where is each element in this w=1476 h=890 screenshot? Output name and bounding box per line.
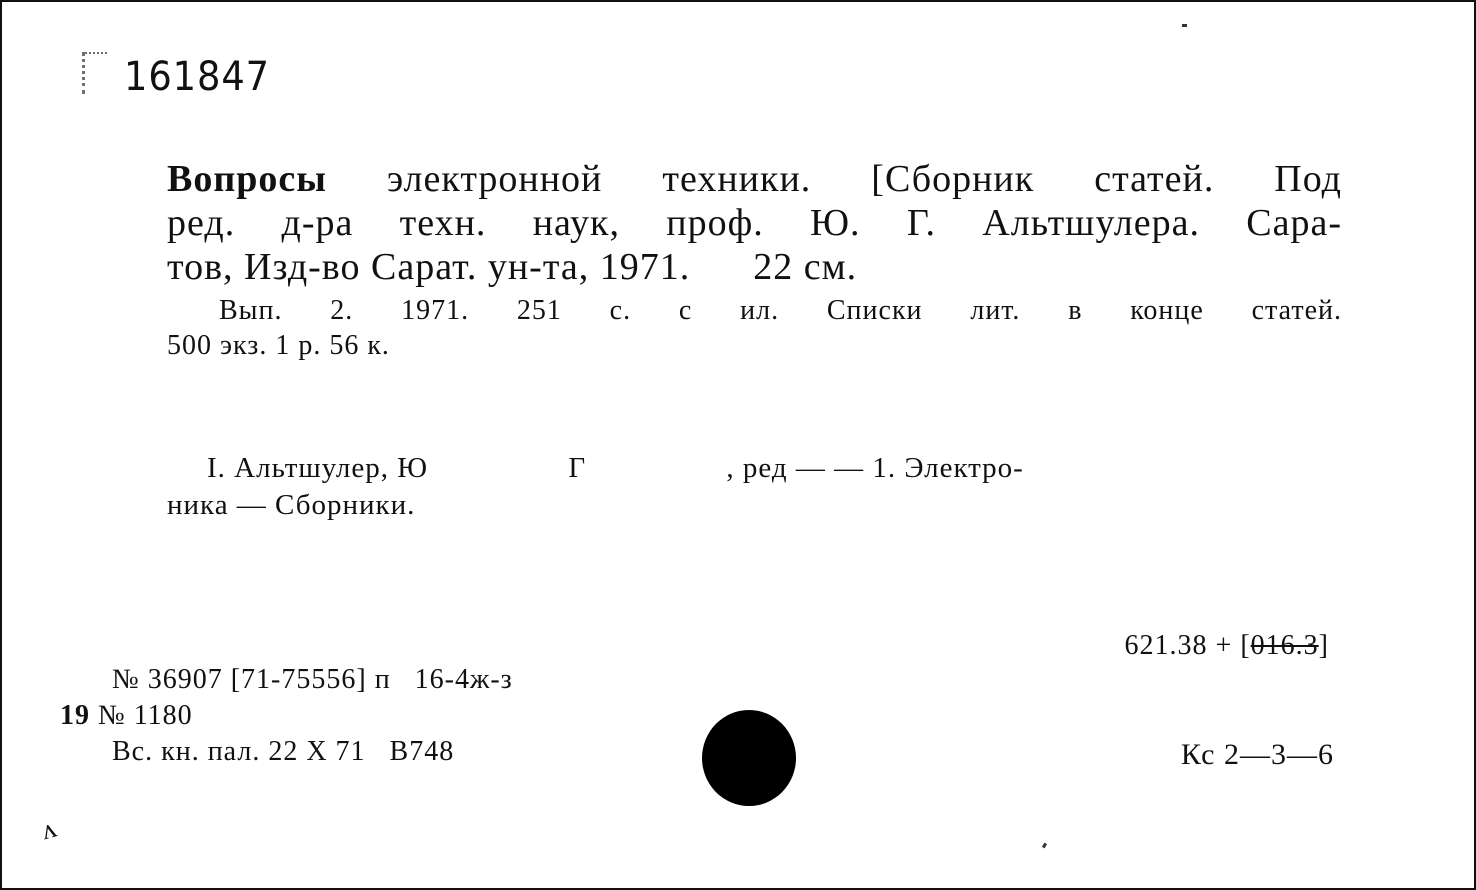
- udc-index: [1125, 630, 1329, 662]
- udc-end: ]: [1318, 630, 1329, 661]
- punch-hole: [702, 710, 796, 806]
- tracing-line-1: I. Альтшулер, Ю Г , ред — — 1. Электро-: [207, 452, 1024, 484]
- speck: [1182, 24, 1187, 27]
- udc-main: 621.38 + [: [1124, 630, 1251, 661]
- udc-struck: 016.3: [1250, 630, 1319, 661]
- registration-prefix: 19: [60, 700, 90, 731]
- stamp-mark: [82, 52, 107, 94]
- classification-code: Кс 2—3—6: [1180, 738, 1334, 771]
- issue-line-2: 500 экз. 1 р. 56 к.: [167, 330, 390, 361]
- tracing-line-2: ника — Сборники.: [167, 489, 416, 521]
- bibliographic-description: [167, 157, 1342, 363]
- title-line-3: тов, Изд-во Сарат. ун-та, 1971. 22 см.: [167, 246, 858, 288]
- speck: [1042, 843, 1047, 849]
- registration-block: [60, 662, 513, 770]
- issue-line-1: Вып. 2. 1971. 251 с. с ил. Списки лит. в конце статей.: [219, 295, 1342, 326]
- tracing-block: [167, 450, 1342, 524]
- registration-line-3: Вс. кн. пал. 22 X 71 В748: [112, 736, 455, 767]
- title-keyword: Вопросы: [167, 158, 327, 200]
- title-line-1: [167, 157, 1342, 201]
- title-line-2: ред. д-ра техн. наук, проф. Ю. Г. Альтшулера. Сара-: [167, 202, 1342, 244]
- registration-line-1: № 36907 [71-75556] п 16-4ж-з: [112, 664, 513, 695]
- registration-number: № 1180: [90, 700, 193, 731]
- registration-line-2: [60, 698, 513, 734]
- corner-mark: ʌ: [38, 812, 60, 847]
- inventory-number: 161847: [124, 54, 271, 100]
- title-line-1-text: электронной техники. [Сборник статей. Под: [326, 158, 1342, 200]
